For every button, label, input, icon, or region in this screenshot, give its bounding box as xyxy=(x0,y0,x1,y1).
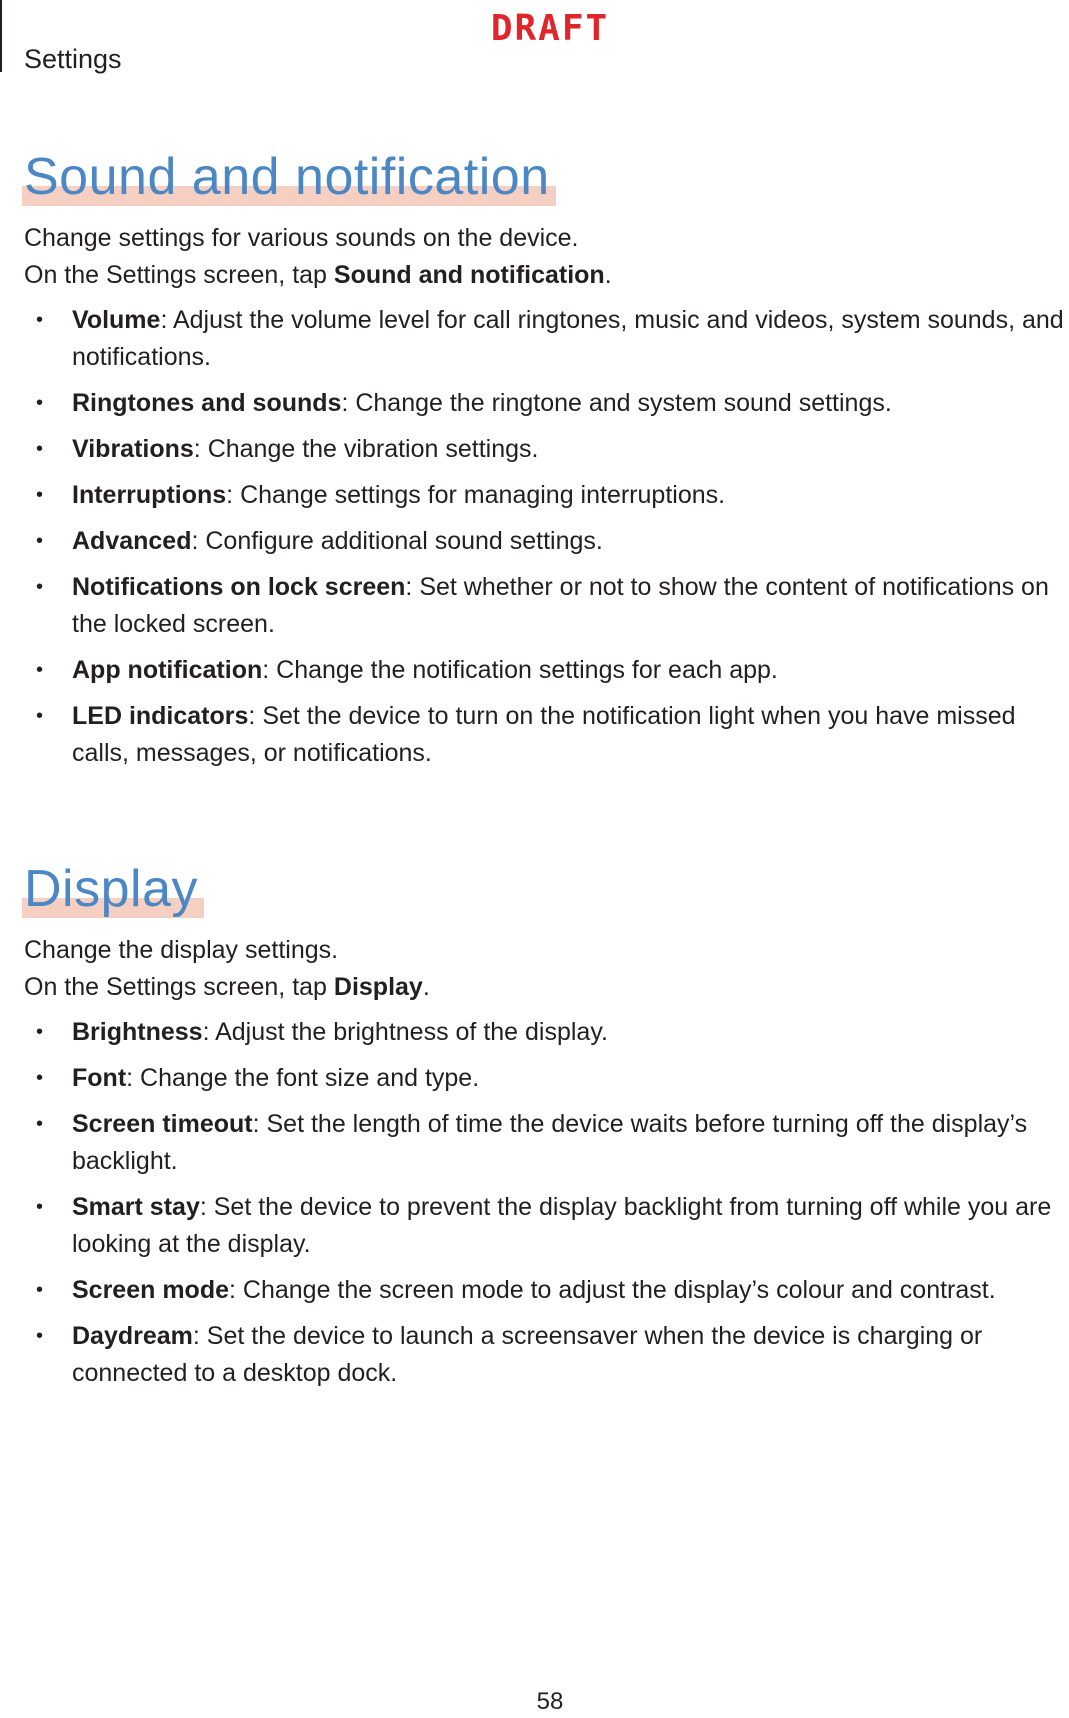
list-item xyxy=(24,1060,1069,1097)
section-intro: Change the display settings. xyxy=(24,936,339,964)
item-term: Smart stay xyxy=(72,1193,200,1221)
settings-list xyxy=(24,302,1069,772)
item-term: Interruptions xyxy=(72,481,227,509)
item-term: Screen mode xyxy=(72,1276,230,1304)
running-head: Settings xyxy=(24,44,122,74)
bullet-icon: • xyxy=(36,1113,44,1135)
item-desc: : Set the length of time the device waits before turning off the display’s backlight. xyxy=(72,1110,1028,1175)
item-desc: : Change the screen mode to adjust the display’s colour and contrast. xyxy=(229,1276,996,1304)
list-item xyxy=(24,652,1069,689)
item-desc: : Adjust the volume level for call ringtones, music and videos, system sounds, and notifications. xyxy=(72,306,1064,371)
bullet-icon: • xyxy=(36,438,44,460)
item-term: Brightness xyxy=(72,1018,203,1046)
bullet-icon: • xyxy=(36,1279,44,1301)
item-desc: : Set whether or not to show the content of notifications on the locked screen. xyxy=(72,573,1049,638)
section-heading: Sound and notification xyxy=(24,148,550,206)
settings-list xyxy=(24,1014,1069,1392)
item-desc: : Set the device to prevent the display backlight from turning off while you are looking at the display. xyxy=(72,1193,1052,1258)
bullet-icon: • xyxy=(36,1196,44,1218)
list-item xyxy=(24,1014,1069,1051)
item-desc: : Change the notification settings for each app. xyxy=(262,656,778,684)
instruction-target: Sound and notification xyxy=(333,261,605,289)
item-desc: : Configure additional sound settings. xyxy=(191,527,603,555)
item-term: Font xyxy=(72,1064,127,1092)
bullet-icon: • xyxy=(36,484,44,506)
item-term: Vibrations xyxy=(72,435,194,463)
list-item xyxy=(24,523,1069,560)
bullet-icon: • xyxy=(36,1325,44,1347)
instruction-target: Display xyxy=(333,973,423,1001)
list-item xyxy=(24,1318,1069,1392)
list-item xyxy=(24,1189,1069,1263)
list-item xyxy=(24,698,1069,772)
item-desc: : Set the device to launch a screensaver when the device is charging or connected to a desktop dock. xyxy=(72,1322,983,1387)
item-desc: : Set the device to turn on the notification light when you have missed calls, messages, or notifications. xyxy=(72,702,1016,767)
list-item xyxy=(24,477,1069,514)
draft-watermark: DRAFT xyxy=(490,8,610,49)
item-term: Daydream xyxy=(72,1322,193,1350)
item-term: Screen timeout xyxy=(72,1110,253,1138)
item-desc: : Adjust the brightness of the display. xyxy=(202,1018,608,1046)
item-desc: : Change the vibration settings. xyxy=(193,435,539,463)
bullet-icon: • xyxy=(36,309,44,331)
list-item xyxy=(24,385,1069,422)
item-term: App notification xyxy=(72,656,263,684)
list-item xyxy=(24,1272,1069,1309)
bullet-icon: • xyxy=(36,1067,44,1089)
section-intro: Change settings for various sounds on the device. xyxy=(24,224,579,252)
list-item xyxy=(24,302,1069,376)
item-term: Ringtones and sounds xyxy=(72,389,342,417)
list-item xyxy=(24,1106,1069,1180)
item-desc: : Change the ringtone and system sound settings. xyxy=(341,389,892,417)
section-instruction: On the Settings screen, tap Display. xyxy=(24,973,430,1001)
bullet-icon: • xyxy=(36,530,44,552)
item-term: Advanced xyxy=(72,527,192,555)
bullet-icon: • xyxy=(36,392,44,414)
item-term: Volume xyxy=(72,306,161,334)
bullet-icon: • xyxy=(36,659,44,681)
section-display xyxy=(24,858,1069,1401)
section-sound-and-notification xyxy=(24,146,1069,781)
item-term: Notifications on lock screen xyxy=(72,573,406,601)
item-term: LED indicators xyxy=(72,702,249,730)
list-item xyxy=(24,431,1069,468)
page-number: 58 xyxy=(536,1688,564,1715)
bullet-icon: • xyxy=(36,705,44,727)
bullet-icon: • xyxy=(36,1021,44,1043)
section-instruction: On the Settings screen, tap Sound and notification. xyxy=(24,261,612,289)
list-item xyxy=(24,569,1069,643)
item-desc: : Change settings for managing interruptions. xyxy=(226,481,726,509)
bullet-icon: • xyxy=(36,576,44,598)
item-desc: : Change the font size and type. xyxy=(126,1064,480,1092)
section-heading: Display xyxy=(24,860,198,918)
